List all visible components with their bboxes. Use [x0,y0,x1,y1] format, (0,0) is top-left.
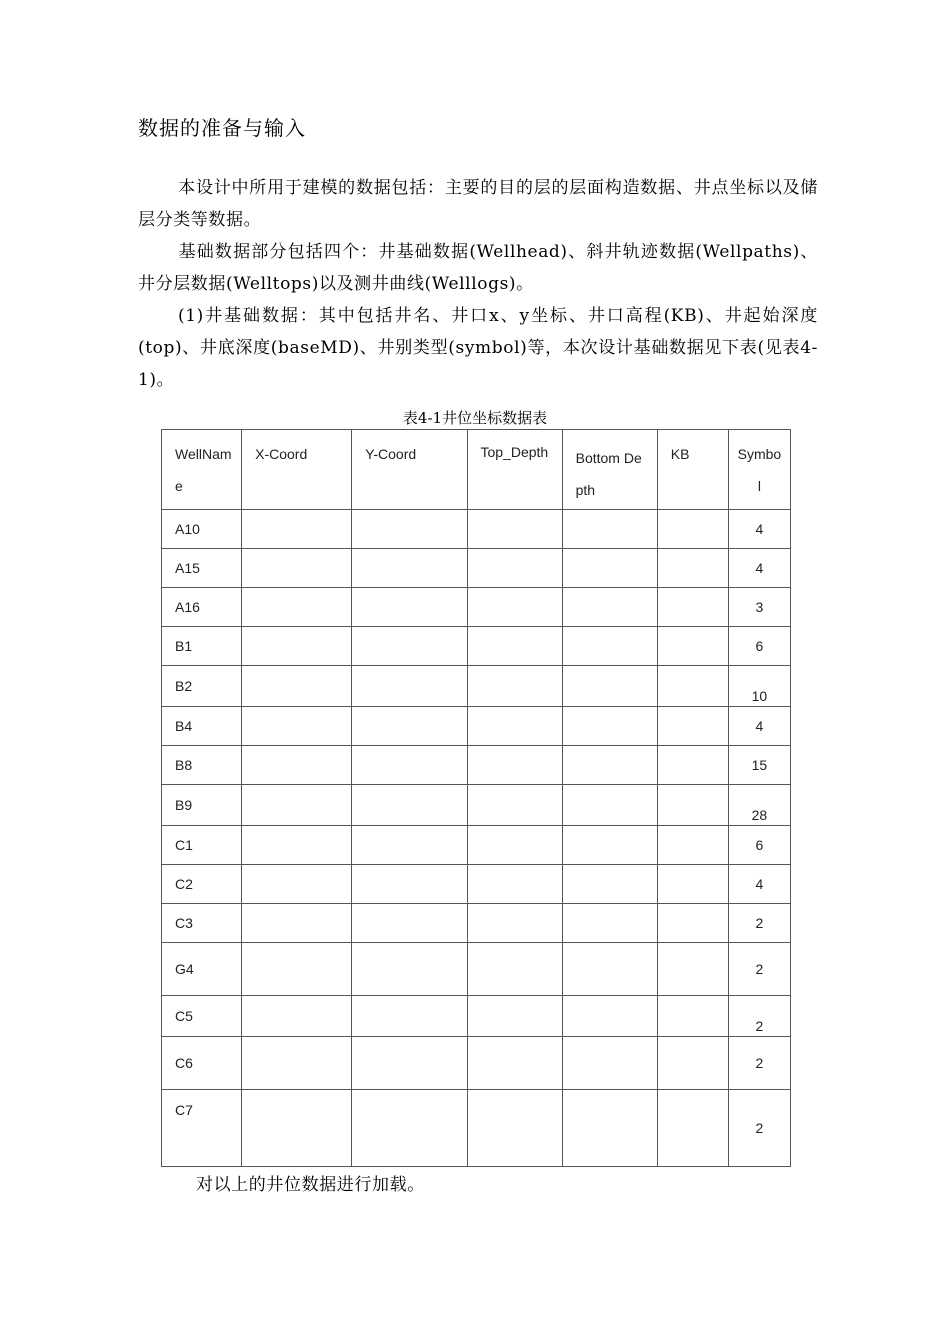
table-row [162,943,791,996]
table-row [162,785,791,826]
table-row [162,666,791,707]
cell-wellname: C6 [162,1037,242,1090]
cell-symbol: 2 [728,904,790,943]
cell-top-depth [468,826,562,865]
section-heading: 数据的准备与输入 [138,116,306,140]
cell-wellname: B1 [162,627,242,666]
cell-symbol: 4 [728,510,790,549]
cell-symbol: 4 [728,707,790,746]
cell-symbol: 4 [728,865,790,904]
cell-top-depth [468,510,562,549]
cell-kb [657,943,728,996]
cell-symbol: 15 [728,746,790,785]
cell-y-coord [352,904,468,943]
cell-kb [657,1090,728,1167]
cell-x-coord [242,627,352,666]
header-symbol: Symbol [728,430,790,510]
cell-kb [657,996,728,1037]
cell-wellname: B8 [162,746,242,785]
cell-x-coord [242,510,352,549]
cell-bottom-depth [562,510,657,549]
table-caption: 表4-1井位坐标数据表 [402,409,548,427]
cell-bottom-depth [562,785,657,826]
cell-wellname: A16 [162,588,242,627]
cell-kb [657,510,728,549]
cell-top-depth [468,1090,562,1167]
cell-bottom-depth [562,627,657,666]
cell-bottom-depth [562,746,657,785]
cell-wellname: C7 [162,1090,242,1167]
cell-x-coord [242,588,352,627]
table-row [162,1037,791,1090]
cell-symbol: 4 [728,549,790,588]
table-row [162,746,791,785]
cell-kb [657,627,728,666]
cell-bottom-depth [562,707,657,746]
cell-x-coord [242,996,352,1037]
cell-x-coord [242,785,352,826]
cell-wellname: B9 [162,785,242,826]
table-row [162,996,791,1037]
cell-symbol: 2 [728,996,790,1037]
cell-kb [657,826,728,865]
cell-top-depth [468,943,562,996]
cell-y-coord [352,549,468,588]
cell-x-coord [242,549,352,588]
cell-top-depth [468,627,562,666]
cell-top-depth [468,549,562,588]
cell-bottom-depth [562,865,657,904]
cell-y-coord [352,707,468,746]
cell-kb [657,904,728,943]
cell-kb [657,865,728,904]
cell-wellname: A15 [162,549,242,588]
cell-x-coord [242,826,352,865]
header-y-coord: Y-Coord [352,430,468,510]
cell-wellname: C5 [162,996,242,1037]
table-row [162,707,791,746]
cell-bottom-depth [562,996,657,1037]
header-bottom-depth: Bottom Depth [562,430,657,510]
cell-y-coord [352,785,468,826]
header-x-coord: X-Coord [242,430,352,510]
cell-y-coord [352,1090,468,1167]
cell-wellname: A10 [162,510,242,549]
cell-x-coord [242,666,352,707]
cell-symbol: 2 [728,1090,790,1167]
cell-wellname: G4 [162,943,242,996]
table-row [162,627,791,666]
cell-y-coord [352,627,468,666]
cell-x-coord [242,707,352,746]
cell-top-depth [468,746,562,785]
closing-sentence: 对以上的井位数据进行加载。 [196,1175,425,1195]
table-row [162,865,791,904]
header-wellname: WellName [162,430,242,510]
cell-y-coord [352,588,468,627]
cell-y-coord [352,666,468,707]
cell-bottom-depth [562,588,657,627]
table-header-row [162,430,791,510]
cell-top-depth [468,865,562,904]
well-coordinate-table [161,429,791,1167]
table-row [162,510,791,549]
paragraph-data-overview: 本设计中所用于建模的数据包括：主要的目的层的层面构造数据、井点坐标以及储层分类等数据。 [138,178,818,230]
cell-symbol: 3 [728,588,790,627]
cell-top-depth [468,588,562,627]
cell-wellname: C1 [162,826,242,865]
cell-wellname: B4 [162,707,242,746]
table-row [162,549,791,588]
cell-y-coord [352,865,468,904]
cell-top-depth [468,996,562,1037]
table-row [162,588,791,627]
cell-y-coord [352,996,468,1037]
cell-top-depth [468,1037,562,1090]
cell-top-depth [468,904,562,943]
cell-bottom-depth [562,1090,657,1167]
header-kb: KB [657,430,728,510]
cell-bottom-depth [562,826,657,865]
cell-kb [657,785,728,826]
cell-wellname: B2 [162,666,242,707]
cell-y-coord [352,510,468,549]
cell-x-coord [242,1037,352,1090]
cell-symbol: 28 [728,785,790,826]
cell-y-coord [352,1037,468,1090]
paragraph-wellhead-data: (1)井基础数据：其中包括井名、井口x、y坐标、井口高程(KB)、井起始深度(top)、井底深度(baseMD)、井别类型(symbol)等，本次设计基础数据见下表(见表4-1)。 [138,306,818,390]
cell-symbol: 6 [728,826,790,865]
cell-bottom-depth [562,1037,657,1090]
cell-x-coord [242,904,352,943]
cell-kb [657,707,728,746]
cell-kb [657,746,728,785]
cell-wellname: C3 [162,904,242,943]
cell-wellname: C2 [162,865,242,904]
cell-x-coord [242,1090,352,1167]
cell-y-coord [352,943,468,996]
table-row [162,826,791,865]
cell-x-coord [242,943,352,996]
header-top-depth: Top_Depth [468,430,562,510]
cell-x-coord [242,746,352,785]
cell-symbol: 10 [728,666,790,707]
cell-symbol: 2 [728,1037,790,1090]
table-row [162,904,791,943]
cell-top-depth [468,666,562,707]
cell-bottom-depth [562,666,657,707]
cell-bottom-depth [562,549,657,588]
cell-kb [657,549,728,588]
cell-kb [657,666,728,707]
paragraph-basic-data: 基础数据部分包括四个：井基础数据(Wellhead)、斜井轨迹数据(Wellpaths)、井分层数据(Welltops)以及测井曲线(Welllogs)。 [138,242,818,294]
cell-bottom-depth [562,943,657,996]
cell-bottom-depth [562,904,657,943]
cell-y-coord [352,746,468,785]
cell-top-depth [468,785,562,826]
cell-symbol: 6 [728,627,790,666]
cell-y-coord [352,826,468,865]
cell-x-coord [242,865,352,904]
cell-symbol: 2 [728,943,790,996]
cell-kb [657,588,728,627]
cell-top-depth [468,707,562,746]
cell-kb [657,1037,728,1090]
table-row [162,1090,791,1167]
